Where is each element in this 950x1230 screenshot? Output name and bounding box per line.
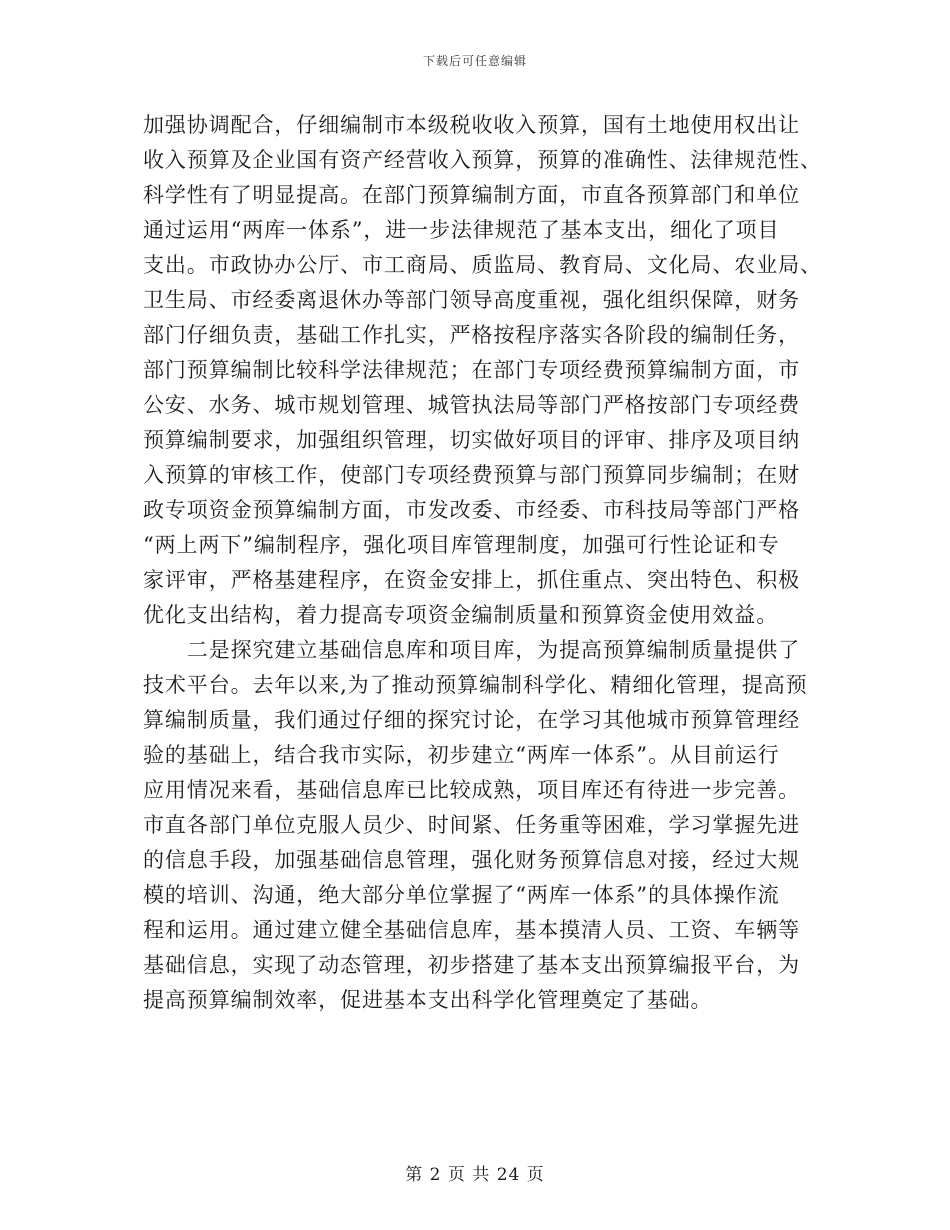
text-line: 应用情况来看，基础信息库已比较成熟，项目库还有待进一步完善。: [143, 778, 800, 802]
text-line: 优化支出结构，着力提高专项资金编制质量和预算资金使用效益。: [143, 603, 779, 627]
text-line: “两上两下”编制程序，强化项目库管理制度，加强可行性论证和专: [143, 533, 780, 557]
text-line: 入预算的审核工作，使部门专项经费预算与部门预算同步编制；在财: [143, 463, 800, 487]
text-line: 提高预算编制效率，促进基本支出科学化管理奠定了基础。: [143, 988, 713, 1012]
text-line: 的信息手段，加强基础信息管理，强化财务预算信息对接，经过大规: [143, 848, 800, 872]
paragraph-start-line: 二是探究建立基础信息库和项目库，为提高预算编制质量提供了: [143, 638, 800, 662]
text-line: 收入预算及企业国有资产经营收入预算，预算的准确性、法律规范性、: [143, 148, 822, 172]
text-line: 技术平台。去年以来,为了推动预算编制科学化、精细化管理，提高预: [143, 673, 808, 697]
text-line: 通过运用“两库一体系”，进一步法律规范了基本支出，细化了项目: [143, 218, 780, 242]
text-line: 预算编制要求，加强组织管理，切实做好项目的评审、排序及项目纳: [143, 428, 800, 452]
document-body: [143, 108, 822, 1018]
text-line: 科学性有了明显提高。在部门预算编制方面，市直各预算部门和单位: [143, 183, 800, 207]
page-header-note: 下载后可任意编辑: [422, 54, 527, 68]
text-line: 加强协调配合，仔细编制市本级税收收入预算，国有土地使用权出让: [143, 113, 800, 137]
text-line: 支出。市政协办公厅、市工商局、质监局、教育局、文化局、农业局、: [143, 253, 822, 277]
text-line: 卫生局、市经委离退休办等部门领导高度重视，强化组织保障，财务: [143, 288, 800, 312]
text-line: 政专项资金预算编制方面，市发改委、市经委、市科技局等部门严格: [143, 498, 800, 522]
text-line: 部门仔细负责，基础工作扎实，严格按程序落实各阶段的编制任务，: [143, 323, 800, 347]
text-line: 部门预算编制比较科学法律规范；在部门专项经费预算编制方面，市: [143, 358, 800, 382]
text-line: 模的培训、沟通，绝大部分单位掌握了“两库一体系”的具体操作流: [143, 883, 780, 907]
text-line: 家评审，严格基建程序，在资金安排上，抓住重点、突出特色、积极: [143, 568, 800, 592]
text-line: 基础信息，实现了动态管理，初步搭建了基本支出预算编报平台，为: [143, 953, 800, 977]
text-line: 算编制质量，我们通过仔细的探究讨论，在学习其他城市预算管理经: [143, 708, 800, 732]
text-line: 公安、水务、城市规划管理、城管执法局等部门严格按部门专项经费: [143, 393, 800, 417]
text-line: 市直各部门单位克服人员少、时间紧、任务重等困难，学习掌握先进: [143, 813, 800, 837]
page-number-footer: 第 2 页 共 24 页: [405, 1165, 545, 1185]
text-line: 程和运用。通过建立健全基础信息库，基本摸清人员、工资、车辆等: [143, 918, 800, 942]
text-line: 验的基础上，结合我市实际，初步建立“两库一体系”。从目前运行: [143, 743, 780, 767]
